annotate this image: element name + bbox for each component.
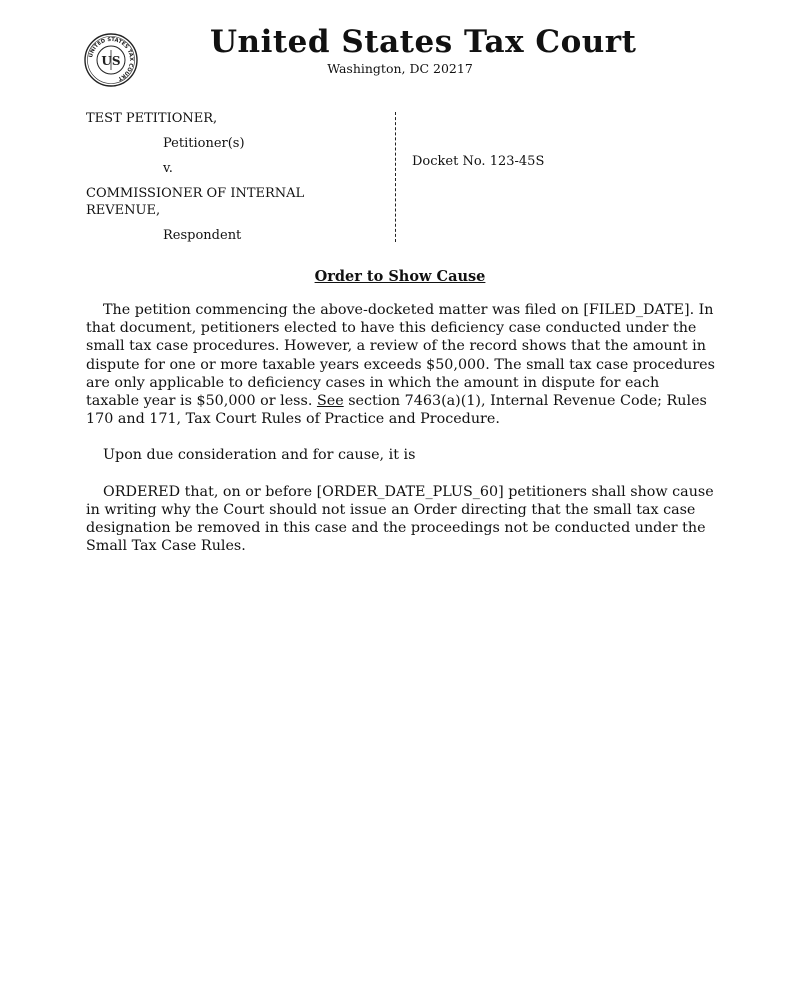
order-body — [86, 301, 716, 573]
court-seal-icon — [84, 33, 138, 87]
case-caption — [86, 110, 386, 244]
svg-text:UNITED STATES TAX COURT: UNITED STATES TAX COURT — [88, 36, 135, 82]
court-name: United States Tax Court — [210, 24, 637, 60]
caption-divider — [395, 112, 396, 242]
petitioner-role: Petitioner(s) — [163, 136, 245, 151]
petitioner-name: TEST PETITIONER, — [86, 111, 218, 126]
docket-number: Docket No. 123-45S — [412, 154, 545, 169]
svg-text:US: US — [101, 54, 121, 68]
see-signal: See — [316, 393, 344, 410]
respondent-role: Respondent — [163, 228, 242, 243]
order-paragraph-3: ORDERED that, on or before [ORDER_DATE_PLUS_60] petitioners shall show cause in writing why the Court should not issue an Order directing that the small tax case designation be removed in this case and the proceedings not be conducted under the Small Tax Case Rules. — [86, 483, 714, 555]
order-paragraph-2: Upon due consideration and for cause, it is — [103, 447, 416, 464]
versus: v. — [163, 161, 173, 176]
respondent-name-line2: REVENUE, — [86, 203, 161, 218]
respondent-name-line1: COMMISSIONER OF INTERNAL — [86, 186, 305, 201]
order-paragraph-1 — [86, 301, 716, 428]
order-title: Order to Show Cause — [314, 268, 486, 285]
order-paragraph-1-text-a: The petition commencing the above-docketed matter was filed on [FILED_DATE]. In that document, petitioners elected to have this deficiency case conducted under the small tax case procedures. However, a review of the record shows that the amount in dispute for one or more taxable years exceeds $50,000. The small tax case procedures are only applicable to deficiency cases in which the amount in dispute for each taxable year is $50,000 or less. — [86, 302, 715, 410]
order-paragraph-1-text-b: section 7463(a)(1), Internal Revenue Code; Rules 170 and 171, Tax Court Rules of Practice and Procedure. — [86, 393, 707, 428]
court-address: Washington, DC 20217 — [327, 61, 473, 76]
